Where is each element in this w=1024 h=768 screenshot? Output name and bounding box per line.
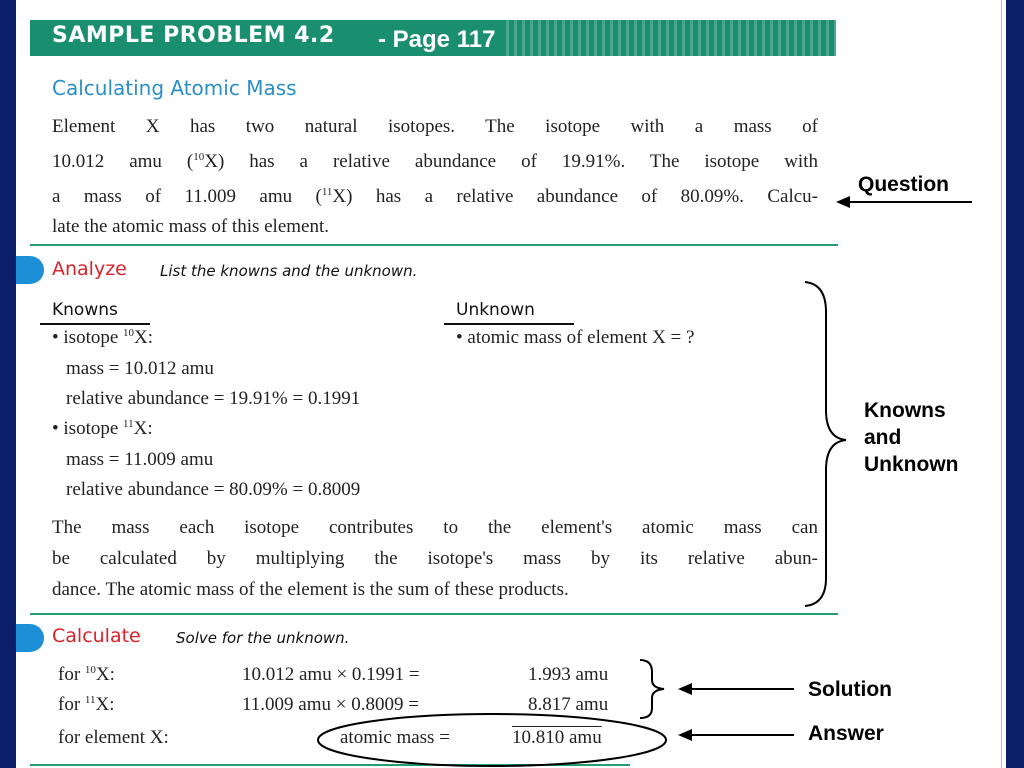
answer-arrow (678, 729, 794, 741)
calc-row-2-label: for $^{11}$X: (58, 694, 115, 715)
known-iso11-abundance: relative abundance = 80.09% = 0.8009 (66, 479, 361, 500)
question-line-1: Element X has two natural isotopes. The isotope with a mass of (52, 116, 818, 137)
calc-row-1-expression: 10.012 amu × 0.1991 = (242, 664, 420, 685)
analyze-instruction: List the knowns and the unknown. (160, 262, 418, 280)
knowns-unknown-annotation: Knowns and Unknown (864, 399, 959, 476)
calc-row-2-expression: 11.009 amu × 0.8009 = (242, 694, 419, 715)
calc-row-1-result: 1.993 amu (528, 664, 609, 685)
answer-ellipse (318, 714, 666, 766)
analyze-heading: Analyze (52, 258, 127, 280)
unknown-heading: Unknown (456, 300, 535, 320)
calc-row-3-label: for element X: (58, 727, 169, 748)
calc-row-1-label: for $^{10}$X: (58, 664, 115, 685)
answer-annotation: Answer (808, 722, 884, 745)
solution-brace (640, 660, 664, 718)
solution-arrow (678, 683, 794, 695)
knowns-heading: Knowns (52, 300, 118, 320)
known-iso10-mass: mass = 10.012 amu (66, 358, 214, 379)
question-line-4: late the atomic mass of this element. (52, 216, 330, 237)
question-line-2: 10.012 amu ($^{10}$X) has a relative abundance of 19.91%. The isotope with (52, 151, 818, 172)
question-annotation: Question (858, 173, 950, 196)
calc-row-3-expression: atomic mass = (340, 727, 450, 748)
page-reference: - Page 117 (378, 26, 496, 53)
problem-subtitle: Calculating Atomic Mass (52, 76, 297, 100)
calc-row-3-result: 10.810 amu (512, 727, 602, 748)
known-iso11-mass: mass = 11.009 amu (66, 449, 214, 470)
explanation-line-2: be calculated by multiplying the isotope's mass by its relative abun- (52, 548, 818, 569)
known-isotope-11: • isotope $^{11}$X: (52, 418, 153, 439)
calculate-instruction: Solve for the unknown. (176, 629, 350, 647)
question-line-3: a mass of 11.009 amu ($^{11}$X) has a relative abundance of 80.09%. Calcu- (52, 186, 818, 207)
knowns-brace (805, 282, 846, 606)
unknown-item: • atomic mass of element X = ? (456, 327, 695, 348)
solution-annotation: Solution (808, 678, 892, 701)
calculate-heading: Calculate (52, 625, 141, 647)
known-isotope-10: • isotope $^{10}$X: (52, 327, 154, 348)
sample-problem-title: SAMPLE PROBLEM 4.2 (52, 23, 335, 48)
explanation-line-3: dance. The atomic mass of the element is the sum of these products. (52, 579, 569, 600)
explanation-line-1: The mass each isotope contributes to the element's atomic mass can (52, 517, 818, 538)
calc-row-2-result: 8.817 amu (528, 694, 609, 715)
known-iso10-abundance: relative abundance = 19.91% = 0.1991 (66, 388, 361, 409)
